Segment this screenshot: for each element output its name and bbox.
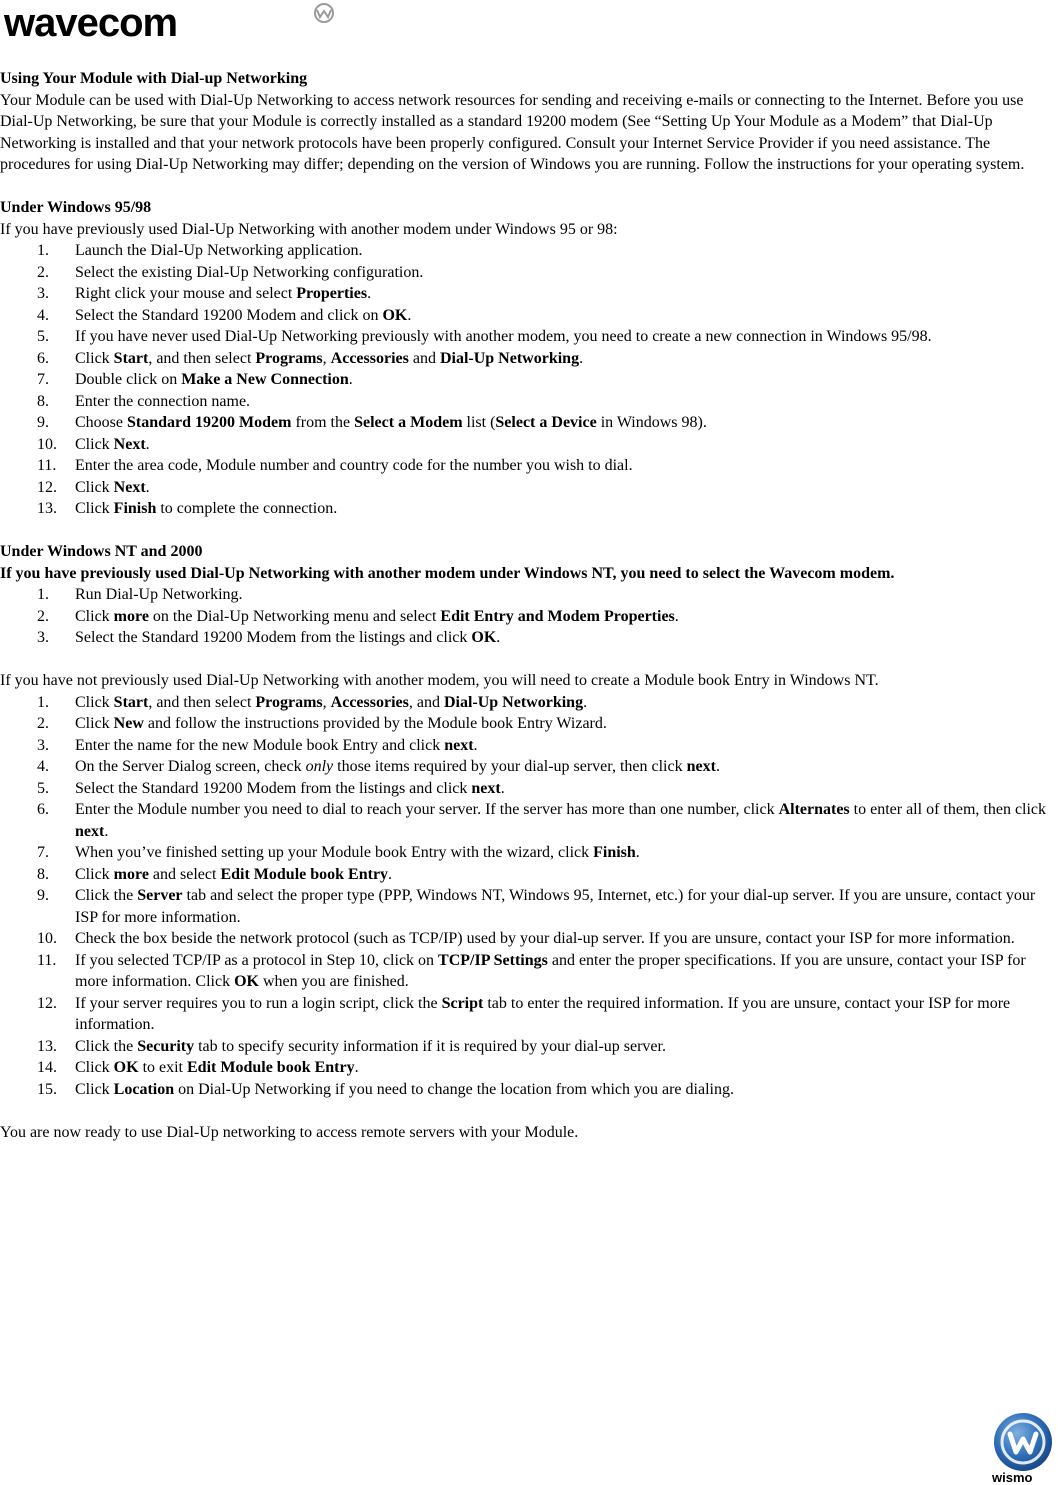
- list-item-emphasis: Select a Device: [495, 414, 597, 431]
- list-item-text: Launch the Dial-Up Networking application.: [75, 242, 363, 259]
- list-item-text: Click: [75, 693, 114, 711]
- list-item: [0, 262, 1058, 284]
- list-item-emphasis: Start: [113, 693, 149, 711]
- wismo-logo-text: wismo: [992, 1470, 1033, 1484]
- list-item-text: .: [388, 865, 393, 883]
- list-item-text: .: [715, 758, 720, 775]
- list-item-text: .: [367, 285, 372, 302]
- list-item-text: those items required by your dial-up server, then click: [333, 758, 687, 775]
- list-item-emphasis: Script: [441, 994, 484, 1012]
- list-item-emphasis: next: [686, 758, 716, 775]
- list-item-emphasis: OK: [113, 1059, 139, 1076]
- list-item-number: 10.: [37, 930, 57, 947]
- list-item-emphasis: Security: [137, 1037, 195, 1055]
- list-item-number: 9.: [37, 887, 49, 904]
- list-item-text: .: [579, 349, 584, 367]
- list-item-emphasis: Properties: [296, 285, 368, 302]
- list-item-text: Check the box beside the network protocol (such as TCP/IP) used by your dial-up server. If you are unsure, contact your ISP for more information.: [75, 930, 1015, 947]
- list-item-number: 12.: [37, 994, 57, 1012]
- list-item-emphasis: Server: [137, 887, 183, 904]
- list-item-text: Select the Standard 19200 Modem and click on: [75, 306, 383, 324]
- list-item-text: from the: [291, 414, 355, 431]
- list-item: [0, 885, 1058, 928]
- list-item: [0, 993, 1058, 1036]
- list-item-number: 5.: [37, 779, 49, 797]
- list-item-text: .: [635, 844, 640, 861]
- list-item-emphasis: Accessories: [330, 693, 409, 711]
- list-item: [0, 369, 1058, 391]
- list-item-text: in Windows 98).: [596, 414, 707, 431]
- list-item: [0, 864, 1058, 886]
- wavecom-logo-text: wavecom: [4, 2, 178, 44]
- list-item-emphasis: Accessories: [330, 349, 409, 367]
- list-item-emphasis: New: [113, 715, 144, 732]
- list-item-emphasis: Dial-Up Networking: [443, 693, 584, 711]
- list-item-emphasis: TCP/IP Settings: [438, 951, 548, 969]
- list-item-text: when you are finished.: [258, 973, 409, 990]
- list-item-number: 8.: [37, 865, 49, 883]
- heading-windows-95-98: Under Windows 95/98: [0, 199, 152, 216]
- list-item-text: Click the: [75, 1037, 138, 1055]
- list-item-number: 3.: [37, 285, 49, 302]
- list-item-emphasis: Programs: [255, 693, 323, 711]
- list-item-number: 1.: [37, 693, 49, 711]
- list-item-italic: only: [305, 758, 334, 775]
- win95-lead: If you have previously used Dial-Up Networking with another modem under Windows 95 or 98:: [0, 220, 618, 238]
- list-item-text: .: [348, 371, 353, 388]
- list-item: [0, 692, 1058, 714]
- list-item-number: 7.: [37, 371, 49, 388]
- list-item-emphasis: Next: [113, 435, 146, 453]
- list-item: [0, 240, 1058, 262]
- list-item-emphasis: Alternates: [778, 801, 850, 818]
- list-item: [0, 1057, 1058, 1079]
- list-item-number: 11.: [37, 457, 57, 474]
- list-item-text: on the Dial-Up Networking menu and select: [148, 607, 441, 625]
- list-item-number: 2.: [37, 263, 49, 281]
- list-item-emphasis: Edit Module book Entry: [187, 1059, 355, 1076]
- list-item: [0, 928, 1058, 950]
- list-item: [0, 348, 1058, 370]
- list-item-text: Choose: [75, 414, 127, 431]
- list-item-number: 14.: [37, 1059, 57, 1076]
- list-item-emphasis: next: [75, 822, 105, 840]
- list-item-text: Click: [75, 1080, 114, 1098]
- winnt-new-steps-list: [0, 692, 1058, 1101]
- list-item: [0, 434, 1058, 456]
- list-item-text: tab to specify security information if it is required by your dial-up server.: [194, 1037, 666, 1055]
- list-item: [0, 756, 1058, 778]
- list-item-text: Click: [75, 349, 114, 367]
- list-item-number: 6.: [37, 349, 49, 367]
- list-item-emphasis: Programs: [255, 349, 323, 367]
- page-title: Using Your Module with Dial-up Networking: [0, 70, 308, 87]
- list-item-number: 7.: [37, 844, 49, 861]
- list-item: [0, 1079, 1058, 1101]
- list-item-number: 6.: [37, 801, 49, 818]
- list-item-number: 11.: [37, 951, 57, 969]
- list-item-number: 4.: [37, 758, 49, 775]
- list-item-number: 3.: [37, 736, 49, 754]
- list-item-text: .: [145, 478, 150, 496]
- list-item-emphasis: OK: [471, 629, 497, 646]
- intro-paragraph: Your Module can be used with Dial-Up Networking to access network resources for sending and receiving e-mails or connecting to the Internet. Before you use Dial-Up Networking, be sure that your Module is correctly installed as a standard 19200 modem (See “Setting Up Your Module as a Modem” that Dial-Up Networking is installed and that your network protocols have been properly configured. Consult your Internet Service Provider if you need assistance. The procedures for using Dial-Up Networking may differ; depending on the version of Windows you are running. Follow the instructions for your operating system.: [0, 91, 1025, 173]
- list-item-text: Click: [75, 865, 114, 883]
- list-item: [0, 326, 1058, 348]
- heading-windows-nt-2000: Under Windows NT and 2000: [0, 543, 203, 560]
- list-item-text: Enter the Module number you need to dial to reach your server. If the server has more than one number, click: [75, 801, 779, 818]
- list-item-text: .: [354, 1059, 359, 1076]
- list-item-text: Click: [75, 607, 114, 625]
- list-item-number: 5.: [37, 328, 49, 345]
- list-item-text: Click the: [75, 887, 138, 904]
- list-item: [0, 584, 1058, 606]
- win95-steps-list: [0, 240, 1058, 520]
- winnt-lead-new: If you have not previously used Dial-Up Networking with another modem, you will need to create a Module book Entry in Windows NT.: [0, 672, 879, 689]
- list-item: [0, 713, 1058, 735]
- list-item-emphasis: more: [113, 865, 149, 883]
- list-item: [0, 305, 1058, 327]
- list-item-text: Select the existing Dial-Up Networking configuration.: [75, 263, 424, 281]
- list-item-emphasis: Finish: [113, 500, 157, 517]
- list-item-text: Click: [75, 478, 114, 496]
- list-item-text: .: [500, 779, 505, 797]
- list-item-text: , and then select: [148, 349, 256, 367]
- list-item-text: Enter the name for the new Module book Entry and click: [75, 736, 445, 754]
- winnt-lead: If you have previously used Dial-Up Networking with another modem under Windows NT, you need to select the Wavecom modem.: [0, 564, 895, 582]
- list-item-text: tab to enter the required information. If you are unsure, contact your ISP for more information.: [75, 994, 1011, 1033]
- list-item-number: 15.: [37, 1080, 57, 1098]
- list-item: [0, 455, 1058, 477]
- list-item: [0, 799, 1058, 842]
- wavecom-logo: [4, 2, 334, 44]
- list-item-text: Click: [75, 1059, 114, 1076]
- list-item-text: On the Server Dialog screen, check: [75, 758, 306, 775]
- list-item-number: 10.: [37, 435, 57, 453]
- list-item-text: to complete the connection.: [156, 500, 338, 517]
- list-item-emphasis: Select a Modem: [354, 414, 463, 431]
- list-item-text: , and then select: [148, 693, 256, 711]
- list-item-emphasis: Dial-Up Networking: [439, 349, 580, 367]
- list-item-text: Click: [75, 435, 114, 453]
- list-item-text: and enter the proper specifications. If you are unsure, contact your ISP for more information. Click: [75, 951, 1026, 990]
- list-item: [0, 735, 1058, 757]
- list-item-number: 2.: [37, 715, 49, 732]
- list-item-text: .: [583, 693, 588, 711]
- list-item-text: Right click your mouse and select: [75, 285, 297, 302]
- list-item-text: .: [496, 629, 501, 646]
- list-item-number: 3.: [37, 629, 49, 646]
- list-item-text: ,: [322, 693, 331, 711]
- list-item: [0, 627, 1058, 649]
- list-item-number: 1.: [37, 242, 49, 259]
- list-item-text: If you have never used Dial-Up Networking previously with another modem, you need to create a new connection in Windows 95/98.: [75, 328, 932, 345]
- list-item-text: to exit: [138, 1059, 187, 1076]
- list-item-text: Enter the area code, Module number and country code for the number you wish to dial.: [75, 457, 633, 474]
- list-item-emphasis: Location: [113, 1080, 175, 1098]
- list-item-emphasis: more: [113, 607, 149, 625]
- list-item-text: When you’ve finished setting up your Module book Entry with the wizard, click: [75, 844, 594, 861]
- list-item-text: Click: [75, 715, 114, 732]
- list-item: [0, 950, 1058, 993]
- list-item-text: Enter the connection name.: [75, 392, 251, 410]
- list-item-text: to enter all of them, then click: [849, 801, 1047, 818]
- list-item: [0, 606, 1058, 628]
- list-item-text: and select: [148, 865, 221, 883]
- list-item-emphasis: Standard 19200 Modem: [127, 414, 292, 431]
- list-item: [0, 842, 1058, 864]
- list-item-text: .: [104, 822, 109, 840]
- list-item-emphasis: Start: [113, 349, 149, 367]
- list-item-text: .: [145, 435, 150, 453]
- list-item-text: and follow the instructions provided by the Module book Entry Wizard.: [143, 715, 607, 732]
- list-item-emphasis: next: [444, 736, 474, 754]
- list-item-text: list (: [462, 414, 496, 431]
- winnt-existing-steps-list: [0, 584, 1058, 649]
- list-item: [0, 477, 1058, 499]
- list-item-text: on Dial-Up Networking if you need to change the location from which you are dialing.: [174, 1080, 734, 1098]
- list-item: [0, 778, 1058, 800]
- list-item-number: 13.: [37, 500, 57, 517]
- list-item-number: 4.: [37, 306, 49, 324]
- list-item-emphasis: Next: [113, 478, 146, 496]
- list-item-number: 9.: [37, 414, 49, 431]
- list-item-text: If your server requires you to run a login script, click the: [75, 994, 442, 1012]
- list-item: [0, 412, 1058, 434]
- list-item-number: 8.: [37, 392, 49, 410]
- list-item-number: 2.: [37, 607, 49, 625]
- list-item-emphasis: Edit Module book Entry: [220, 865, 389, 883]
- list-item-emphasis: Edit Entry and Modem Properties: [440, 607, 675, 625]
- list-item-number: 12.: [37, 478, 57, 496]
- list-item-text: Select the Standard 19200 Modem from the listings and click: [75, 629, 472, 646]
- list-item: [0, 391, 1058, 413]
- list-item-emphasis: OK: [382, 306, 408, 324]
- list-item: [0, 498, 1058, 520]
- list-item-text: Run Dial-Up Networking.: [75, 586, 243, 603]
- document-body: [0, 68, 1058, 1143]
- closing-paragraph: You are now ready to use Dial-Up networking to access remote servers with your Module.: [0, 1123, 579, 1141]
- list-item-text: tab and select the proper type (PPP, Windows NT, Windows 95, Internet, etc.) for your dial-up server. If you are unsure, contact your ISP for more information.: [75, 887, 1036, 926]
- list-item-text: and: [408, 349, 440, 367]
- list-item-text: , and: [408, 693, 444, 711]
- list-item-emphasis: Finish: [593, 844, 636, 861]
- wismo-logo: [980, 1412, 1056, 1484]
- list-item-emphasis: Make a New Connection: [181, 371, 349, 388]
- list-item-number: 1.: [37, 586, 49, 603]
- list-item-text: Click: [75, 500, 114, 517]
- list-item-text: ,: [322, 349, 331, 367]
- list-item-emphasis: next: [471, 779, 501, 797]
- list-item: [0, 283, 1058, 305]
- list-item-text: Double click on: [75, 371, 182, 388]
- list-item-text: .: [407, 306, 412, 324]
- list-item-text: .: [473, 736, 478, 754]
- list-item-text: Select the Standard 19200 Modem from the listings and click: [75, 779, 472, 797]
- list-item-emphasis: OK: [234, 973, 259, 990]
- list-item-number: 13.: [37, 1037, 57, 1055]
- list-item-text: .: [674, 607, 679, 625]
- list-item-text: If you selected TCP/IP as a protocol in Step 10, click on: [75, 951, 439, 969]
- list-item: [0, 1036, 1058, 1058]
